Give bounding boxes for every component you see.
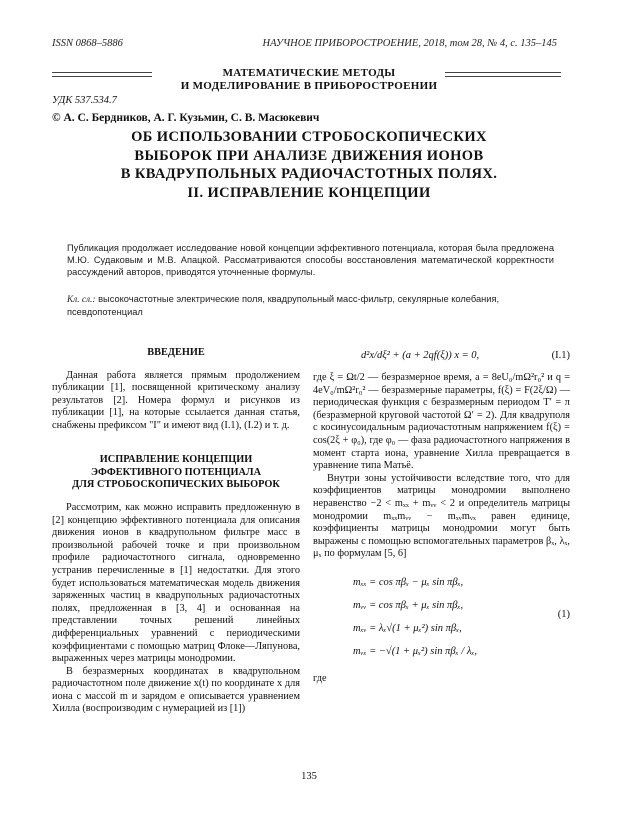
where-text: где [313, 672, 327, 684]
section-heading [150, 67, 468, 93]
page-number: 135 [301, 771, 317, 782]
divider [52, 72, 152, 77]
equation-line: mᵥᵥ = cos πβₓ + μₓ sin πβₓ, [353, 599, 464, 611]
udk: УДК 537.534.7 [52, 95, 117, 106]
section-line: МАТЕМАТИЧЕСКИЕ МЕТОДЫ [222, 67, 396, 79]
title-line: В КВАДРУПОЛЬНЫХ РАДИОЧАСТОТНЫХ ПОЛЯХ. [120, 166, 498, 182]
paragraph: Данная работа является прямым продолжением публикации [1], посвященной критическому анализу результатов [2]. Номера формул и рисунков из публикации [1], на которые ссылается данная статья, снабжены префиксом "I" и имеют вид (I.1), (I.2) и т. д. [52, 369, 300, 431]
title-line: ВЫБОРОК ПРИ АНАЛИЗЕ ДВИЖЕНИЯ ИОНОВ [134, 147, 484, 164]
heading-line: ДЛЯ СТРОБОСКОПИЧЕСКИХ ВЫБОРОК [72, 479, 280, 491]
equation-line: mₓᵥ = λₓ√(1 + μₓ²) sin πβₓ, [353, 622, 462, 634]
title-line: II. ИСПРАВЛЕНИЕ КОНЦЕПЦИИ [187, 184, 431, 201]
keywords-text: высокочастотные электрические поля, квадрупольный масс-фильтр, секулярные колебания, псевдопотенциал [67, 294, 500, 317]
keywords [67, 293, 554, 318]
right-column [313, 338, 570, 686]
paragraph: В безразмерных координатах в квадрупольном радиочастотном поле движение x(t) по координате x для иона с массой m и зарядом e описывается уравнением Хилла (воспроизводим с нумерацией из [1]) [52, 665, 300, 715]
issn: ISSN 0868–5886 [52, 38, 123, 49]
left-column [52, 347, 300, 716]
equation-I1: d²x/dξ² + (a + 2qf(ξ)) x = 0, [361, 350, 480, 361]
equation-number: (I.1) [551, 350, 570, 361]
title-line: ОБ ИСПОЛЬЗОВАНИИ СТРОБОСКОПИЧЕСКИХ [131, 129, 487, 145]
heading-introduction: ВВЕДЕНИЕ [147, 347, 205, 358]
journal-header: НАУЧНОЕ ПРИБОРОСТРОЕНИЕ, 2018, том 28, № 4, с. 135–145 [262, 38, 557, 49]
abstract: Публикация продолжает исследование новой концепции эффективного потенциала, которая была предложена М.Ю. Судаковым и М.В. Апацкой. Рассматриваются способы восстановления математической корректности рассуждений авторов, приводятся уточненные формулы. [67, 243, 554, 277]
heading-line: ИСПРАВЛЕНИЕ КОНЦЕПЦИИ [99, 454, 253, 466]
equation-line: mᵥₓ = −√(1 + μₓ²) sin πβₓ / λₓ, [353, 645, 477, 657]
paragraph: Внутри зоны устойчивости вследствие того, что для коэффициентов матрицы монодромии выполнено неравенство −2 < mₓₓ + mᵥᵥ < 2 и определитель матрицы монодромии mₓₓmᵥᵥ − mₓᵥmᵥₓ равен единице, коэффициенты матрицы монодромии могут быть выражены с помощью вспомогательных параметров βₓ, λₓ, μₓ по формулам [5, 6] [313, 472, 570, 560]
equation-number: (1) [557, 608, 570, 620]
paper-title [70, 128, 548, 202]
paragraph: где ξ = Ωt/2 — безразмерное время, a = 8eU₀/mΩ²r₀² и q = 4eV₀/mΩ²r₀² — безразмерные параметры, f(ξ) = F(2ξ/Ω) — периодическая функция с безразмерным периодом T′ = π (безразмерной круговой частотой Ω′ = 2). Для квадруполя с косинусоидальным радиочастотным напряжением f(ξ) = cos(2ξ + φ₀), где φ₀ — фаза радиочастотного напряжения в момент старта иона, уравнение Хилла превращается в уравнение типа Матьё. [313, 372, 570, 472]
paragraph: Рассмотрим, как можно исправить предложенную в [2] концепцию эффективного потенциала для описания движения ионов в квадрупольном фильтре масс в произвольной рабочей точке и при произвольном профиле радиочастотного сигнала, одновременно устранив перечисленные в [1] недостатки. Для этого будет использоваться математическая модель движения заряженных частиц в квадрупольных радиочастотных полях, предложенная в [3, 4] и основанная на представлении точных решений линейных дифференциальных уравнений с периодическими коэффициентами с помощью матриц Флоке—Ляпунова, выраженных через матрицы монодромии. [52, 501, 300, 665]
section-line: И МОДЕЛИРОВАНИЕ В ПРИБОРОСТРОЕНИИ [180, 80, 438, 92]
heading-line: ЭФФЕКТИВНОГО ПОТЕНЦИАЛА [90, 466, 262, 478]
keywords-label: Кл. сл.: [67, 295, 96, 305]
authors: © А. С. Бердников, А. Г. Кузьмин, С. В. Масюкевич [52, 112, 320, 124]
equation-1 [353, 571, 477, 663]
equation-line: mₓₓ = cos πβₓ − μₓ sin πβₓ, [353, 576, 464, 588]
heading-section [52, 454, 300, 492]
